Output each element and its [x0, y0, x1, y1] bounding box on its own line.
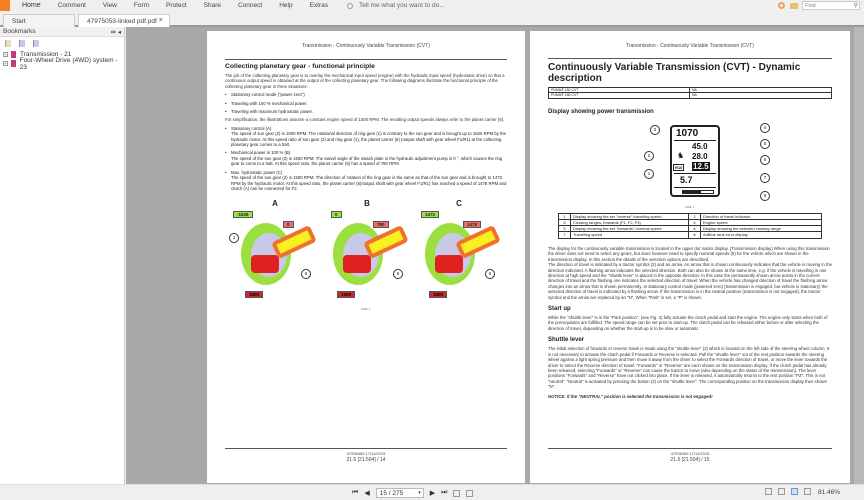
subsection-title: Display showing power transmission [548, 109, 654, 115]
menu-home[interactable]: Home [22, 2, 41, 9]
tell-me-search[interactable] [347, 2, 445, 9]
section-title: Continuously Variable Transmission (CVT) - Dynamic description [548, 58, 832, 84]
case-title: • Max. hydrostatic power (C) [231, 169, 283, 175]
figure-a [233, 199, 317, 305]
page-footer [225, 448, 507, 463]
bookmarks-title: Bookmarks [3, 28, 36, 35]
display-screen [670, 125, 720, 197]
bookmark-icon [11, 51, 16, 58]
bookmarks-panel [0, 27, 125, 484]
callout-4: 4 [760, 123, 770, 133]
ribbon-menu-bar [0, 0, 864, 11]
search-icon[interactable]: ⚲ [853, 3, 858, 9]
legend-num: 7 [559, 232, 571, 238]
file-menu-button[interactable] [0, 0, 10, 11]
menu-help[interactable]: Help [279, 2, 293, 9]
figure-b [325, 199, 409, 305]
figure-label: C [456, 199, 462, 209]
close-tab-icon[interactable]: × [158, 17, 163, 24]
legend-text: AdBlue tank error display [703, 232, 748, 237]
bookmark-toolbar [0, 37, 124, 50]
bookmark-item-4wd[interactable] [0, 56, 124, 71]
callout-legend-table [558, 213, 822, 239]
model-value: NA [692, 88, 697, 92]
case-c [225, 170, 507, 192]
figure-caption: RAIL 1 [685, 205, 695, 209]
callout-8: 8 [760, 191, 770, 201]
legend-num: 8 [689, 232, 701, 238]
page-14 [207, 31, 525, 483]
add-bookmark-icon[interactable] [19, 40, 25, 47]
figure-label: A [272, 199, 278, 209]
folder-search-icon[interactable] [790, 3, 798, 9]
notice-text: NOTICE: If the "NEUTRAL" position is selected the transmission is not engaged! [548, 393, 713, 399]
cases-list [225, 126, 507, 191]
callout-7: 7 [760, 173, 770, 183]
zoom-level[interactable]: 81.46% [818, 489, 841, 496]
status-bar [0, 484, 864, 500]
menu-extras[interactable]: Extras [309, 2, 328, 9]
footer-page-number: 21.6 [21.504] / 15 [670, 457, 710, 463]
bookmark-options-icon[interactable] [5, 40, 11, 47]
case-b [225, 150, 507, 166]
list-item: • Traveling with 100 % mechanical power. [225, 101, 507, 106]
callout-2: 2 [644, 151, 654, 161]
tab-start-label: Start [12, 18, 26, 25]
document-viewer[interactable] [126, 27, 864, 484]
bookmark-icon [11, 60, 16, 67]
page-15 [530, 31, 850, 483]
menu-form[interactable]: Form [133, 2, 150, 9]
footer-doc-id: 47936459 17/11/2015 [346, 451, 386, 456]
sun-gear-graphic [343, 255, 371, 273]
menu-protect[interactable]: Protect [166, 2, 187, 9]
figure-label: B [364, 199, 370, 209]
tractor-icon: ♞ [677, 151, 685, 160]
engine-speed-value: 1070 [676, 128, 699, 139]
first-page-icon[interactable]: ⏮ [352, 489, 359, 496]
table-row [559, 232, 821, 238]
list-item: • Traveling with maximum hydrostatic power. [225, 109, 507, 114]
view-mode-buttons [765, 488, 811, 495]
tab-document[interactable] [78, 14, 170, 27]
carrier-speed-tag: 0 [283, 221, 294, 228]
section-title: Collecting planetary gear - functional principle [225, 59, 507, 70]
carrier-speed-tag: 1478 [463, 221, 481, 228]
callout-5: 5 [760, 139, 770, 149]
page-number-value: 15 / 275 [379, 490, 404, 497]
footer-page-number: 21.6 [21.504] / 14 [346, 457, 386, 463]
lightbulb-icon [347, 3, 353, 9]
legend-text: Engine speed [703, 220, 728, 225]
ring-icon[interactable] [778, 2, 785, 9]
divider [674, 173, 716, 174]
last-page-icon[interactable]: ⏭ [441, 489, 448, 496]
list-item: • Stationary control mode ("power zero") [225, 92, 507, 97]
model-value: NA [692, 93, 697, 97]
sun-speed-tag: 1500 [245, 291, 263, 298]
callout-6: 6 [485, 269, 495, 279]
carrier-speed-tag: 780 [373, 221, 389, 228]
case-a [225, 126, 507, 148]
f2-speed-value: 28.0 [692, 152, 708, 161]
tell-me-placeholder: Tell me what you want to do... [359, 2, 445, 9]
ring-speed-tag: -1626 [233, 211, 253, 218]
reverse-speed-value: R10 [675, 165, 683, 170]
legend-text: Direction of travel indicator [703, 214, 751, 219]
f3-speed-value: 45.0 [692, 142, 708, 151]
legend-text: Cruising ranges, forwards (F1, F2, F3) [571, 220, 689, 225]
divider [674, 140, 716, 141]
case-text: The speed of the sun gear (2) is 1500 RPM. The direction of rotation of the ring gear is the same as that of the sun gear and is brought to 1472 RPM by the hydraulic motor. At this speed ratio, the planet carrier (6)/output shaft with gear wheel F1/R1) has reached a speed of 1478 RPM and clutch (A) can be connected for F2. [231, 175, 507, 191]
planetary-gear-figures [233, 199, 501, 305]
sun-gear-graphic [435, 255, 463, 273]
sun-gear-graphic [251, 255, 279, 273]
vertical-scrollbar[interactable] [854, 27, 864, 484]
adblue-level-bar [682, 190, 714, 194]
page-number-input[interactable] [376, 488, 424, 498]
page-header: Transmission - Continuously Variable Transmission (CVT) [302, 43, 430, 49]
case-text: The speed of sun gear (2) is 1500 RPM. The rotational direction of ring gear (1) is contrary to the sun gear and is brought up to 1626 RPM by the hydraulic motor. At this speed ratio of sun gear (2) and ring gear (1), the planet carrier (6) (output shaft with gear wheel F1/R1) at the collecting planetary gear comes to a halt. [231, 131, 507, 148]
subsection-title: Start up [548, 306, 571, 313]
tab-document-label: 47975053-linked pdf.pdf [87, 18, 157, 25]
find-placeholder: Find [805, 3, 816, 9]
callout-3: 3 [650, 125, 660, 135]
continuous-facing-view-icon[interactable] [804, 488, 811, 495]
single-page-view-icon[interactable] [765, 488, 772, 495]
legend-num: 5 [559, 226, 571, 231]
callout-6: 6 [393, 269, 403, 279]
sun-speed-tag: 1500 [337, 291, 355, 298]
menu-comment[interactable]: Comment [57, 2, 86, 9]
callout-2: 2 [229, 233, 239, 243]
page-navigation [352, 488, 473, 498]
bookmarks-header [0, 27, 124, 37]
legend-num: 1 [559, 214, 571, 219]
figure-caption: RAIL 1 [361, 307, 371, 312]
subsection-title: Shuttle lever [548, 337, 585, 344]
model-applicability-table [548, 87, 832, 99]
case-title: • Stationary control (A) [231, 125, 272, 131]
transmission-display-figure [600, 119, 780, 203]
menu-share[interactable]: Share [203, 2, 221, 9]
expand-plus-icon[interactable]: + [4, 61, 7, 66]
copy-page-icon[interactable] [453, 490, 460, 497]
intro-paragraph: The job of the collecting planetary gear is to overlay the mechanical input speed (engine) with the hydraulic input speed (hydrostatic drive) so that a continuous output speed is obtained at the output of the collecting planetary gear. The following diagrams illustrate the functional principle of the collecting planetary gear in three situations: [225, 73, 505, 89]
page-header: Transmission - Continuously Variable Transmission (CVT) [626, 43, 754, 49]
ring-speed-tag: 0 [331, 211, 342, 218]
model-name: PUMA® 165 CVT [549, 93, 690, 98]
expand-plus-icon[interactable]: + [4, 52, 7, 57]
direction-paragraph: The direction of travel is indicated by a tractor symbol (2) and an arrow. An arrow that is shown continuously indicates that the vehicle is moving in the direction indicated. A flashing arrow indicates the selected direction. Both can also be shown at the same time, e.g. if the vehicle is travelling in one direction at high speed and the "shuttle lever" is placed in the opposite direction. In this case the permanently shown arrow points in the current direction of travel and the flashing one indicates the selected direction of travel. When the vehicle has changed direction of travel the flashing arrow changes into an arrow that is shown permanently. In stationary control mode (powered zero) (transmission is engaged, but vehicle is stationary) the selected direction of travel is indicated by a flashing arrow. If the transmission is in the neutral position (transmission is not engaged), the tractor symbol and the arrow are replaced by an "N". When "Park" is set, a "P" is shown. [548, 262, 832, 300]
menu-connect[interactable]: Connect [237, 2, 263, 9]
table-row [549, 93, 831, 98]
callout-6: 6 [760, 155, 770, 165]
tab-start[interactable] [3, 14, 75, 27]
top-right-tools [778, 1, 860, 10]
paste-page-icon[interactable] [466, 490, 473, 497]
bookmark-label: Transmission - 21 [20, 51, 72, 58]
document-tab-bar [0, 11, 864, 27]
sun-speed-tag: 1500 [429, 291, 447, 298]
situations-list [225, 92, 507, 114]
model-name: PUMA® 150 CVT [549, 88, 690, 92]
legend-text: Travelling speed [571, 232, 689, 238]
find-input[interactable] [802, 1, 860, 10]
previous-page-icon[interactable]: ◀ [364, 490, 370, 497]
expand-bookmark-icon[interactable] [33, 40, 39, 47]
next-page-icon[interactable]: ▶ [429, 490, 436, 497]
continuous-view-icon[interactable] [778, 488, 785, 495]
case-text: The speed of the sun gear (2) is 1500 RPM. The swivel angle of the swash plate in the hydraulic adjustment pump is 0 °, which causes the ring gear to come to a halt. At this speed ratio, the planet carrier (6) has a speed of 780 RPM. [231, 155, 503, 167]
legend-text: Display showing the set "reverse" travelling speed [571, 214, 689, 219]
legend-num: 2 [689, 214, 701, 219]
legend-num: 6 [689, 226, 701, 231]
facing-view-icon[interactable] [791, 488, 798, 495]
travel-speed-value: 5.7 [680, 175, 693, 185]
legend-num: 4 [689, 220, 701, 225]
startup-paragraph: While the "shuttle lever" is in the "Park position", (see Fig. 2) fully actuate the clutch pedal and start the engine. The engine only starts when both of the prerequisites are fulfilled. The speed range can be set prior to start-up. The clutch pedal can be released either before or after selecting the direction of travel, depending on whether the start-up is to be slow or automatic. [548, 315, 828, 331]
legend-text: Display showing the set "forwards" nominal speed [571, 226, 689, 231]
divider [674, 187, 716, 188]
panel-collapse-controls[interactable]: ⇹ ◂ [110, 29, 121, 36]
case-title: • Mechanical power is 100 % (B) [231, 150, 291, 156]
bookmark-label: Four-Wheel Drive (4WD) system - 23 [19, 56, 118, 71]
page-footer [548, 448, 832, 463]
ring-speed-tag: 1472 [421, 211, 439, 218]
callout-1: 1 [644, 169, 654, 179]
f1-speed-value: 12.5 [693, 162, 709, 171]
figure-c [417, 199, 501, 305]
callout-6: 6 [301, 269, 311, 279]
display-paragraph: The display for the continuously variable transmission is located in the upper dot matrix display. (Transmission display) When using this transmission the driver does not need to select any gears, but does however need to specify nominal speeds (5) for the vehicle which are shown in the transmission display. In this section the details of the selection options are described. [548, 246, 830, 262]
chevron-down-icon[interactable]: ▾ [418, 490, 421, 496]
legend-text: Display showing the selected cruising range [703, 226, 781, 231]
shuttle-paragraph: The initial selection of forwards or reverse travel is made using the "shuttle lever" (2) which is located on the left side of the steering wheel column. It is not necessary to actuate the clutch pedal if Forwards or Reverse is selected. Pull the "shuttle lever" out of the rest position towards the steering wheel against a light spring pressure and then move it away from the driver to select the Forwards direction of travel, or move the lever towards the driver to select the Reverse direction of travel. "Forwards" or "Reverse" are each shown on the transmission display. If the clutch pedal has already been released, selecting "Forwards" or "Reverse" can cause the tractor to move (also depending on the status of the transmission). The lever positions "Forwards" and "Reverse" have not clicked into place. If the lever is released, it automatically returns to the rest position "PZ". This is not "neutral". "Neutral" is activated by pressing the button (2) on the "shuttle lever". The corresponding position on the transmission display then shows "N". [548, 346, 830, 390]
simplification-paragraph: For simplification, the illustrations assume a constant engine speed of 1500 RPM. The resulting output speeds always refer to the planet carrier (6). [225, 117, 505, 123]
footer-doc-id: 47936459 17/11/2015 [670, 451, 710, 456]
legend-num: 3 [559, 220, 571, 225]
menu-view[interactable]: View [102, 2, 117, 9]
